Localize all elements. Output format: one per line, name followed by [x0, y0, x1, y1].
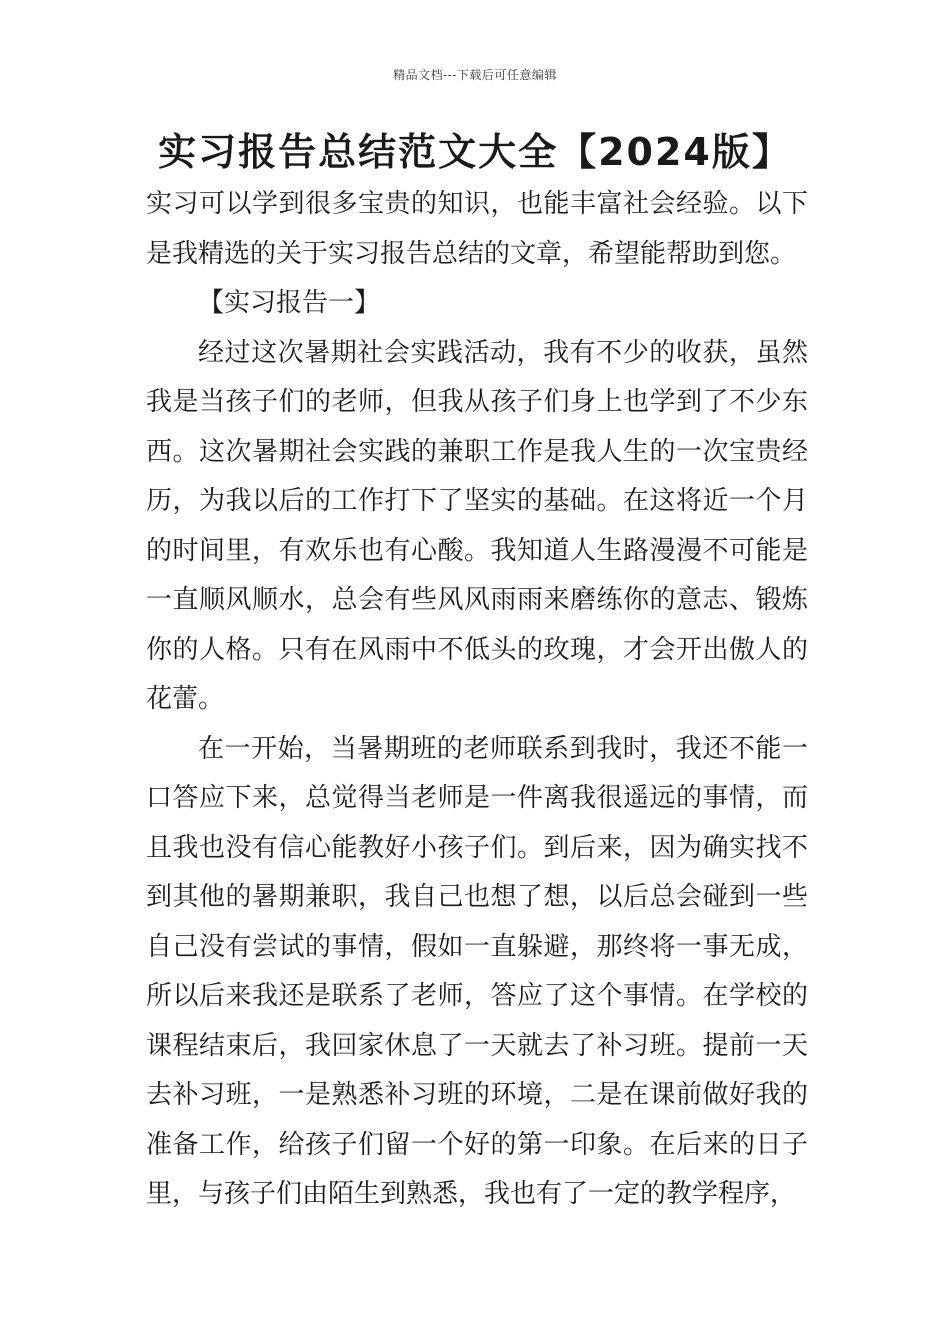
page-title: 实习报告总结范文大全【2024版】 [158, 130, 792, 174]
document-body [146, 180, 808, 1220]
section-heading: 【实习报告一】 [198, 288, 381, 318]
intro-paragraph: 实习可以学到很多宝贵的知识，也能丰富社会经验。以下是我精选的关于实习报告总结的文章，希望能帮助到您。 [146, 189, 808, 269]
header-note: 精品文档---下载后可任意编辑 [393, 68, 557, 82]
body-paragraph-1: 经过这次暑期社会实践活动，我有不少的收获，虽然我是当孩子们的老师，但我从孩子们身上也学到了不少东西。这次暑期社会实践的兼职工作是我人生的一次宝贵经历，为我以后的工作打下了坚实的基础。在这将近一个月的时间里，有欢乐也有心酸。我知道人生路漫漫不可能是一直顺风顺水，总会有些风风雨雨来磨练你的意志、锻炼你的人格。只有在风雨中不低头的玫瑰，才会开出傲人的花蕾。 [146, 337, 808, 714]
body-paragraph-2: 在一开始，当暑期班的老师联系到我时，我还不能一口答应下来，总觉得当老师是一件离我很遥远的事情，而且我也没有信心能教好小孩子们。到后来，因为确实找不到其他的暑期兼职，我自己也想了想，以后总会碰到一些自己没有尝试的事情，假如一直躲避，那终将一事无成，所以后来我还是联系了老师，答应了这个事情。在学校的课程结束后，我回家休息了一天就去了补习班。提前一天去补习班，一是熟悉补习班的环境，二是在课前做好我的准备工作，给孩子们留一个好的第一印象。在后来的日子里，与孩子们由陌生到熟悉，我也有了一定的教学程序， [146, 733, 808, 1209]
